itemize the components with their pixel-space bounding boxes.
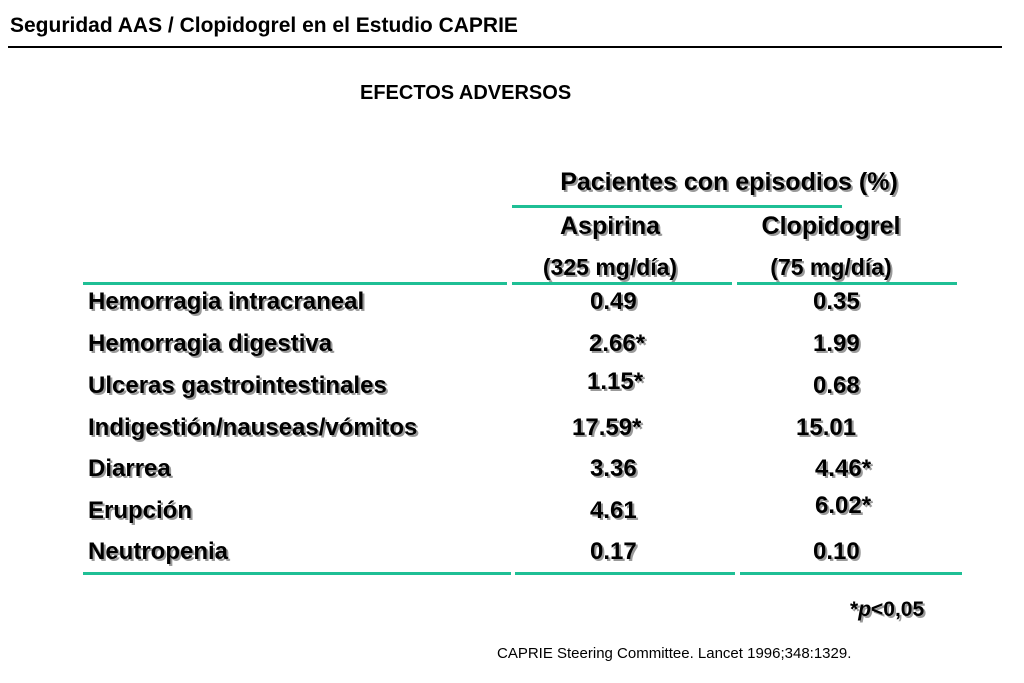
row-label: Hemorragia intracraneal	[88, 288, 365, 315]
column-header-aspirina: Aspirina	[559, 212, 661, 240]
value-aspirina: 0.49	[590, 288, 637, 315]
row-label: Indigestión/nauseas/vómitos	[88, 414, 418, 441]
value-clopidogrel: 4.46*	[815, 455, 872, 482]
value-aspirina: 0.17	[590, 538, 637, 565]
column-dose-clopidogrel: (75 mg/día)	[770, 254, 892, 280]
bottom-rule-label	[83, 572, 511, 575]
value-clopidogrel: 6.02*	[815, 492, 872, 519]
group-header: Pacientes con episodios (%)	[560, 168, 898, 196]
group-header-rule	[512, 205, 842, 208]
citation: CAPRIE Steering Committee. Lancet 1996;348:1329.	[497, 645, 852, 662]
value-clopidogrel: 1.99	[813, 330, 860, 357]
row-label: Neutropenia	[88, 538, 229, 565]
row-label: Diarrea	[88, 455, 171, 482]
footnote-significance	[850, 598, 924, 622]
value-clopidogrel: 0.68	[813, 372, 860, 399]
value-aspirina: 2.66*	[589, 330, 646, 357]
value-aspirina: 3.36	[590, 455, 637, 482]
column-header-clopidogrel: Clopidogrel	[761, 212, 901, 240]
row-label: Erupción	[88, 497, 193, 524]
value-aspirina: 1.15*	[587, 368, 644, 395]
value-clopidogrel: 15.01	[796, 414, 857, 441]
row-label: Hemorragia digestiva	[88, 330, 333, 357]
column-dose-aspirina: (325 mg/día)	[542, 254, 678, 280]
value-aspirina: 4.61	[590, 497, 637, 524]
title-rule	[8, 46, 1002, 48]
bottom-rule-aspirina	[515, 572, 735, 575]
slide-subtitle: EFECTOS ADVERSOS	[360, 82, 572, 104]
footnote-p: p	[858, 598, 872, 621]
value-clopidogrel: 0.35	[813, 288, 860, 315]
header-rule-label	[83, 282, 507, 285]
row-label: Ulceras gastrointestinales	[88, 372, 387, 399]
slide-title: Seguridad AAS / Clopidogrel en el Estudio CAPRIE	[10, 14, 518, 37]
footnote-threshold: <0,05	[871, 598, 925, 621]
value-aspirina: 17.59*	[572, 414, 642, 441]
header-rule-clopidogrel	[737, 282, 957, 285]
bottom-rule-clopidogrel	[740, 572, 962, 575]
value-clopidogrel: 0.10	[813, 538, 860, 565]
footnote-star: *	[850, 598, 859, 621]
header-rule-aspirina	[512, 282, 732, 285]
